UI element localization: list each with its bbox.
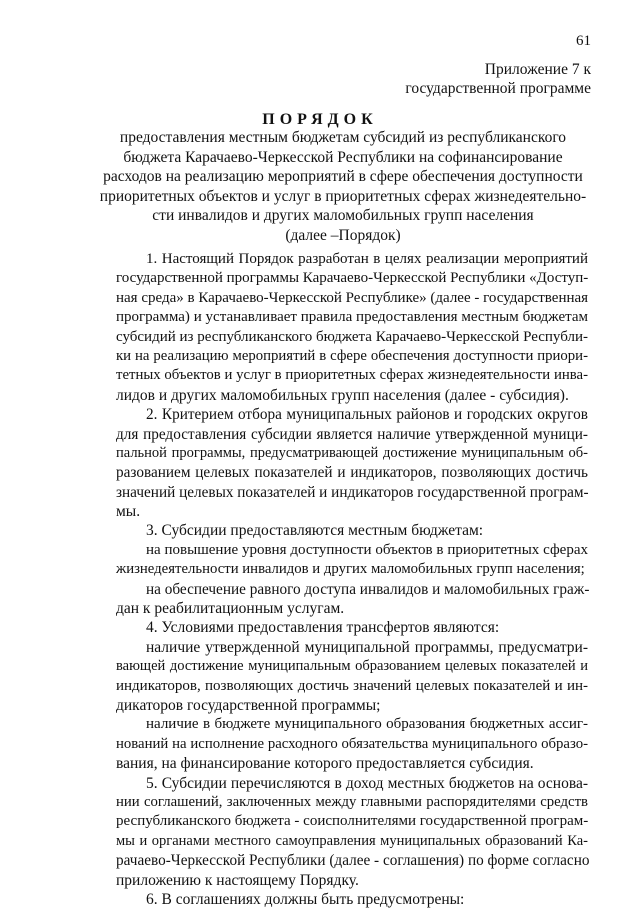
body-text-line: 6. В соглашениях должны быть предусмотрены: <box>146 890 465 908</box>
subtitle-line: сти инвалидов и других маломобильных групп населения <box>152 207 534 225</box>
document-title: ПОРЯДОК <box>262 111 378 128</box>
body-text-line: наличие в бюджете муниципального образования бюджетных ассиг- <box>146 716 588 733</box>
page-number: 61 <box>576 33 591 49</box>
subtitle-line: бюджета Карачаево-Черкесской Республики на софинансирование <box>123 148 563 166</box>
body-text-line: нии соглашений, заключенных между главными распорядителями средств <box>116 793 588 810</box>
body-text-line: 4. Условиями предоставления трансфертов являются: <box>146 619 500 637</box>
appendix-reference <box>331 60 591 98</box>
body-text-line: пальной программы, предусматривающей достижение муниципальным об- <box>116 444 588 461</box>
body-text-line: 3. Субсидии предоставляются местным бюджетам: <box>146 522 484 540</box>
body-text-line: вания, на финансирование которого предоставляется субсидия. <box>116 755 534 773</box>
document-subtitle <box>98 128 588 246</box>
body-text-line: индикаторов, позволяющих достичь значений целевых показателей и ин- <box>116 677 588 694</box>
subtitle-line: (далее –Порядок) <box>285 226 401 244</box>
body-text-line: субсидий из республиканского бюджета Карачаево-Черкесской Республи- <box>116 328 588 345</box>
body-text-line: на повышение уровня доступности объектов в приоритетных сферах <box>146 541 588 558</box>
body-text-line: рачаево-Черкесской Республики (далее - соглашения) по форме согласно <box>116 852 590 870</box>
body-text-line: разованием целевых показателей и индикаторов, позволяющих достичь <box>116 464 588 482</box>
body-text-line: дан к реабилитационным услугам. <box>116 600 345 618</box>
appendix-line-1: Приложение 7 к <box>484 61 591 78</box>
body-text-line: государственной программы Карачаево-Черкесской Республики «Доступ- <box>116 270 589 287</box>
body-text-line: лидов и других маломобильных групп населения (далее - субсидия). <box>116 386 569 404</box>
body-text-line: ки на реализацию мероприятий в сфере обеспечения доступности приори- <box>116 347 588 364</box>
body-text-line: жизнедеятельности инвалидов и других маломобильных групп населения; <box>116 561 585 578</box>
subtitle-line: расходов на реализацию мероприятий в сфере обеспечения доступности <box>103 168 583 186</box>
body-text-line: тетных объектов и услуг в приоритетных сферах жизнедеятельности инва- <box>116 367 588 384</box>
body-text-line: для предоставления субсидии является наличие утвержденной муници- <box>116 425 588 443</box>
body-text-line: программа) и устанавливает правила предоставления местным бюджетам <box>116 309 588 326</box>
body-text-line: вающей достижение муниципальным образованием целевых показателей и <box>116 658 588 675</box>
body-text-line: республиканского бюджета - соисполнителями государственной програм- <box>116 813 589 830</box>
body-text-line: дикаторов государственной программы; <box>116 696 381 714</box>
body-text-line: мы и органами местного самоуправления муниципальных образований Ка- <box>116 832 588 849</box>
subtitle-line: предоставления местным бюджетам субсидий из республиканского <box>119 129 567 146</box>
body-text-line: приложению к настоящему Порядку. <box>116 871 359 889</box>
subtitle-line: приоритетных объектов и услуг в приоритетных сферах жизнедеятельно- <box>99 187 587 205</box>
body-text-line: 2. Критерием отбора муниципальных районов и городских округов <box>146 406 588 424</box>
body-text-line: ная среда» в Карачаево-Черкесской Республике» (далее - государственная <box>116 289 589 306</box>
body-text-line: нований на исполнение расходного обязательства муниципального образо- <box>116 735 588 752</box>
body-text-line: мы. <box>116 503 141 521</box>
body-text-line: на обеспечение равного доступа инвалидов и маломобильных граж- <box>146 580 590 598</box>
body-text-line: 5. Субсидии перечисляются в доход местных бюджетов на основа- <box>146 774 588 792</box>
document-body <box>116 250 588 909</box>
body-text-line: наличие утвержденной муниципальной программы, предусматри- <box>146 638 588 656</box>
appendix-line-2: государственной программе <box>405 80 591 97</box>
body-text-line: значений целевых показателей и индикаторов государственной програм- <box>116 483 589 501</box>
body-text-line: 1. Настоящий Порядок разработан в целях реализации мероприятий <box>146 251 588 267</box>
